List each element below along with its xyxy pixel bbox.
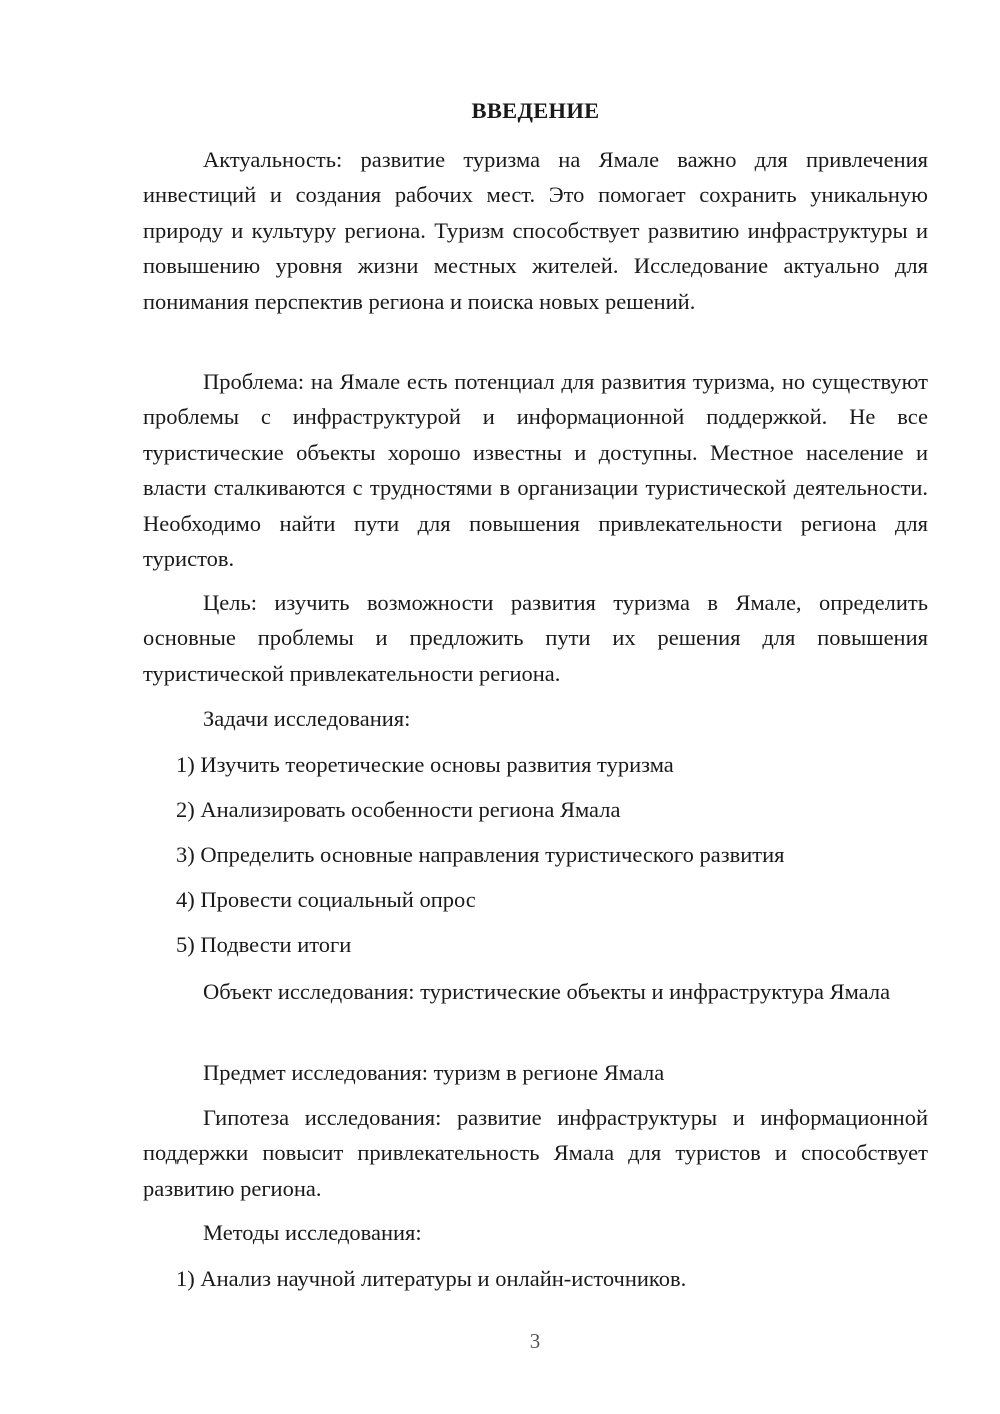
subject-paragraph: Предмет исследования: туризм в регионе Ямала (203, 1060, 665, 1085)
task-item-2: 2) Анализировать особенности региона Ямала (176, 797, 621, 822)
object-paragraph: Объект исследования: туристические объекты и инфраструктура Ямала (203, 979, 891, 1004)
task-item-4: 4) Провести социальный опрос (176, 887, 476, 912)
problem-paragraph: Проблема: на Ямале есть потенциал для развития туризма, но существуют проблемы с инфраструктурой и информационной поддержкой. Не все туристические объекты хорошо известны и доступны. Местное население и власти сталкиваются с трудностями в организации туристической деятельности. Необходимо найти пути для повышения привлекательности региона для туристов. (143, 369, 928, 572)
methods-heading: Методы исследования: (203, 1220, 422, 1245)
tasks-heading: Задачи исследования: (203, 706, 411, 731)
hypothesis-paragraph: Гипотеза исследования: развитие инфраструктуры и информационной поддержки повысит привлекательность Ямала для туристов и способствует развитию региона. (143, 1105, 928, 1201)
task-item-1: 1) Изучить теоретические основы развития туризма (176, 752, 674, 777)
page-number: 3 (529, 1329, 541, 1353)
task-item-3: 3) Определить основные направления туристического развития (176, 842, 785, 867)
method-item-1: 1) Анализ научной литературы и онлайн-источников. (176, 1266, 687, 1291)
relevance-paragraph: Актуальность: развитие туризма на Ямале важно для привлечения инвестиций и создания рабочих мест. Это помогает сохранить уникальную природу и культуру региона. Туризм способствует развитию инфраструктуры и повышению уровня жизни местных жителей. Исследование актуально для понимания перспектив региона и поиска новых решений. (143, 147, 928, 314)
task-item-5: 5) Подвести итоги (176, 932, 352, 957)
page-title: ВВЕДЕНИЕ (471, 98, 600, 123)
goal-paragraph: Цель: изучить возможности развития туризма в Ямале, определить основные проблемы и предложить пути их решения для повышения туристической привлекательности региона. (143, 590, 928, 686)
